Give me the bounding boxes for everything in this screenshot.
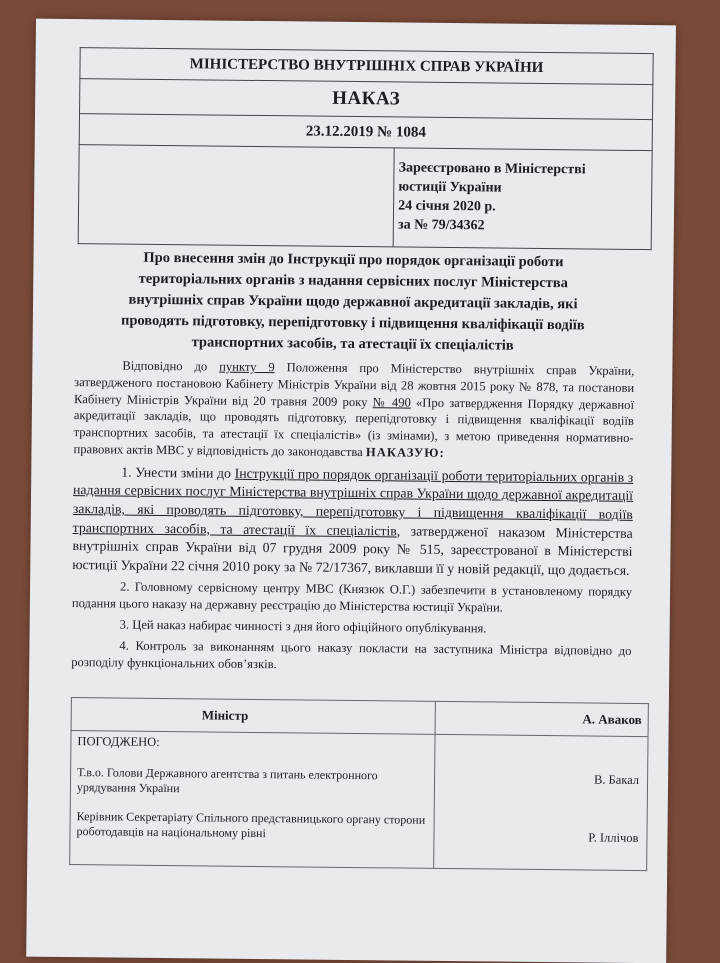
document-body [71, 357, 634, 676]
order-word: НАКАЗУЮ: [365, 445, 445, 460]
registration-line-4: за № 79/34362 [397, 217, 485, 234]
agreement-org-2: Керівник Секретаріату Спільного представницького органу сторони роботодавців на національному рівні [76, 809, 426, 841]
ministry-name: МІНІСТЕРСТВО ВНУТРІШНІХ СПРАВ УКРАЇНИ [80, 48, 653, 85]
document-page [26, 19, 676, 963]
preamble-text-2: Положення про Міністерство внутрішніх справ України, затвердженого постановою Кабінету Міністрів України від 28 жовтня 2015 року № 878, та постанови Кабінету Міністрів України від 20 травня 2009 року [73, 360, 635, 409]
minister-label: Міністр [71, 698, 435, 735]
agreement-name-2: Р. Іллічов [588, 830, 639, 846]
document-title: Про внесення змін до Інструкції про порядок організації роботи територіальних органів з надання сервісних послуг Міністерства внутрішніх справ України щодо державної акредитації закладів, які проводять підготовку, перепідготовку і підвищення кваліфікації водіїв транспортних засобів, та атестації їх спеціалістів [120, 249, 585, 354]
registration-line-1: Зареєстровано в Міністерстві [398, 160, 586, 178]
agreed-label: ПОГОДЖЕНО: [77, 734, 160, 749]
blank-cell [78, 145, 394, 247]
preamble-text-3: «Про затвердження Порядку державної акредитації закладів, що проводять підготовку, перепідготовку і підвищення кваліфікації водіїв транспортних засобів, та атестації їх спеціалістів» (із змінами), з метою приведення нормативно-правових актів МВС у відповідність до законодавства [73, 395, 635, 460]
agreement-org-1: Т.в.о. Голови Державного агентства з питань електронного урядування України [76, 765, 378, 796]
item-3: 3. Цей наказ набирає чинності з дня його офіційного опублікування. [119, 617, 487, 636]
date-and-number: 23.12.2019 № 1084 [79, 114, 652, 151]
document-type: НАКАЗ [80, 79, 653, 120]
header-table [78, 47, 654, 250]
item-1 [72, 463, 633, 580]
link-resolution-490[interactable]: № 490 [372, 394, 411, 410]
registration-line-3: 24 січня 2020 р. [398, 198, 496, 215]
preamble-text-1: Відповідно до [122, 358, 220, 374]
agreements-cell [70, 731, 435, 869]
registration-line-2: юстиції України [398, 179, 502, 196]
agreement-names-cell [434, 734, 648, 870]
registration-stamp [393, 148, 652, 250]
signature-table [69, 697, 649, 871]
preamble [73, 357, 634, 464]
item-1-end: , затвердженої наказом Міністерства внутрішніх справ України від 07 грудня 2009 року № 515, зареєстрованої в Міністерстві юстиції України 22 січня 2010 року за № 72/17367, виклавши її у новій редакції, що додається. [72, 523, 633, 578]
item-1-start: 1. Унести зміни до [121, 464, 235, 481]
link-punkt-9[interactable]: пункту 9 [219, 359, 275, 375]
item-2: 2. Головному сервісному центру МВС (Князюк О.Г.) забезпечити в установленому порядку подання цього наказу на державну реєстрацію до Міністерства юстиції України. [71, 579, 633, 615]
link-instruction[interactable]: Інструкції про порядок організації роботи територіальних органів з надання сервісних послуг Міністерства внутрішніх справ України щодо державної акредитації закладів, які проводять підготовку, перепідготовку і підвищення кваліфікації водіїв транспортних засобів, та атестації їх спеціалістів [72, 465, 634, 539]
agreement-name-1: В. Бакал [593, 772, 640, 788]
item-4: 4. Контроль за виконанням цього наказу покласти на заступника Міністра відповідно до розподілу функціональних обов’язків. [71, 638, 632, 671]
minister-name: А. Аваков [435, 701, 648, 736]
